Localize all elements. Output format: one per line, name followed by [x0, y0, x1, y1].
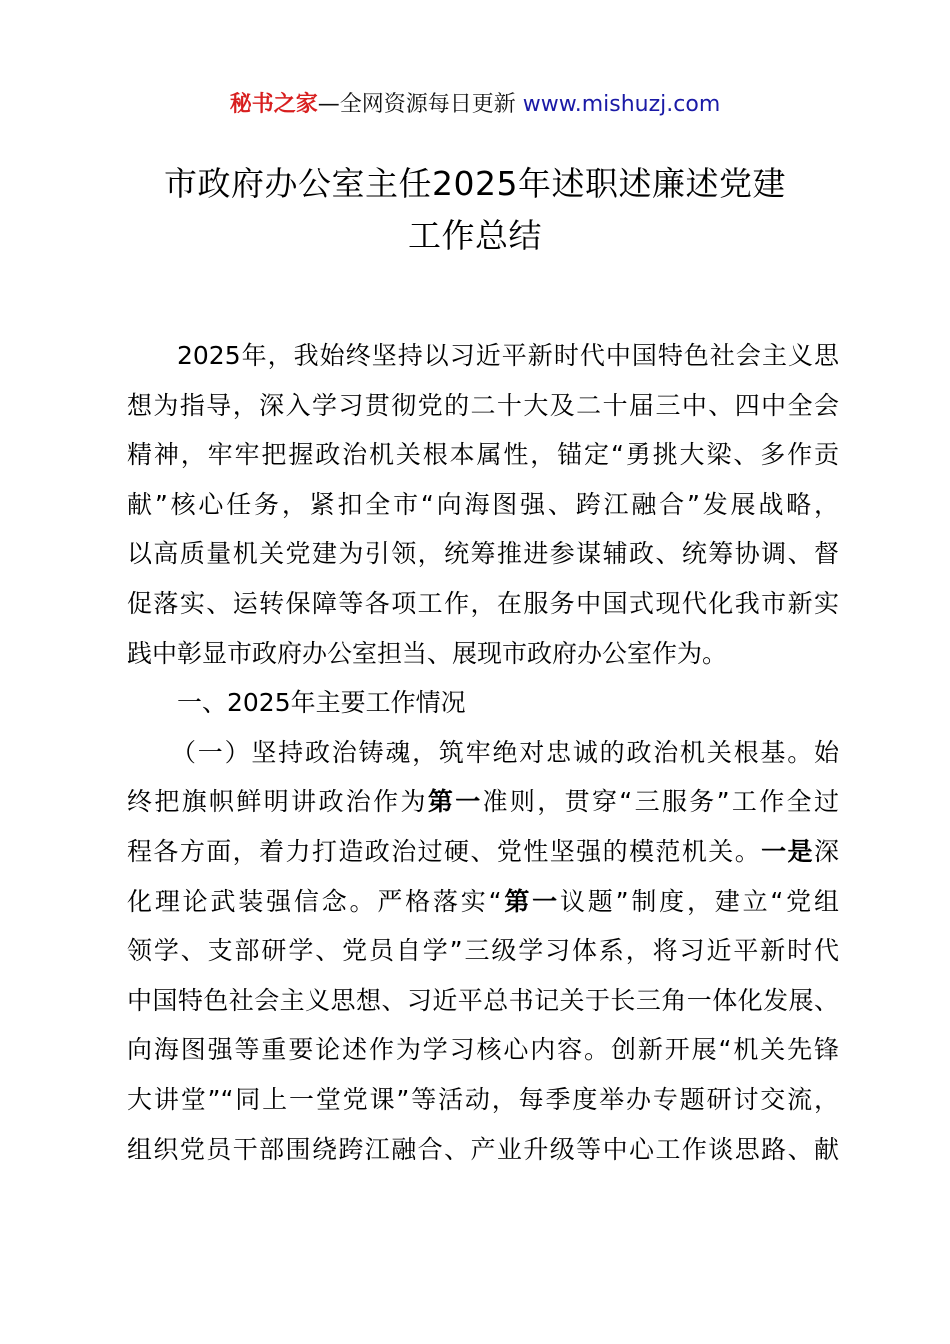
paragraph-line — [127, 827, 839, 877]
paragraph-line: 领学、支部研学、党员自学”三级学习体系，将习近平新时代 — [127, 936, 839, 966]
site-url[interactable]: www.mishuzj.com — [522, 92, 721, 117]
text-run: 议题”制度，建立“党组 — [559, 886, 839, 916]
paragraph-line: 向海图强等重要论述作为学习核心内容。创新开展“机关先锋 — [127, 1035, 839, 1065]
text-run: 程各方面，着力打造政治过硬、党性坚强的模范机关。 — [127, 836, 762, 866]
document-title — [110, 158, 840, 262]
paragraph-line: 精神，牢牢把握政治机关根本属性，锚定“勇挑大梁、多作贡 — [127, 440, 839, 470]
bold-text-run: 第一 — [501, 886, 560, 916]
bold-text-run: 第一 — [427, 787, 483, 817]
text-run: 化理论武装强信念。严格落实“ — [127, 886, 502, 916]
title-line-1: 市政府办公室主任2025年述职述廉述党建 — [164, 164, 786, 203]
paragraph-line — [127, 877, 839, 927]
text-run: 深 — [813, 836, 839, 866]
header-tagline: —全网资源每日更新 — [317, 92, 523, 117]
site-header — [0, 90, 950, 120]
paragraph-line: 促落实、运转保障等各项工作，在服务中国式现代化我市新实 — [127, 588, 839, 618]
bold-text-run: 一是 — [761, 836, 814, 866]
paragraph-line: 以高质量机关党建为引领，统筹推进参谋辅政、统筹协调、督 — [127, 539, 839, 569]
text-run: 终把旗帜鲜明讲政治作为 — [127, 787, 428, 817]
paragraph-line: 献”核心任务，紧扣全市“向海图强、跨江融合”发展战略， — [127, 489, 839, 519]
paragraph-line: 中国特色社会主义思想、习近平总书记关于长三角一体化发展、 — [127, 985, 839, 1015]
text-run: 准则，贯穿“三服务”工作全过 — [482, 787, 839, 817]
document-body — [127, 331, 839, 1174]
paragraph-line: 想为指导，深入学习贯彻党的二十大及二十届三中、四中全会 — [127, 390, 839, 420]
brand-name: 秘书之家 — [229, 92, 318, 117]
paragraph-line: 践中彰显市政府办公室担当、展现市政府办公室作为。 — [127, 638, 728, 668]
title-line-2: 工作总结 — [408, 216, 542, 255]
paragraph-line: （一）坚持政治铸魂，筑牢绝对忠诚的政治机关根基。始 — [171, 737, 839, 767]
paragraph-line — [127, 777, 839, 827]
paragraph-line: 大讲堂”“同上一堂党课”等活动，每季度举办专题研讨交流， — [127, 1084, 839, 1114]
paragraph-line: 组织党员干部围绕跨江融合、产业升级等中心工作谈思路、献 — [127, 1134, 839, 1164]
section-heading: 一、2025年主要工作情况 — [177, 688, 466, 718]
paragraph-line: 2025年，我始终坚持以习近平新时代中国特色社会主义思 — [177, 341, 839, 370]
